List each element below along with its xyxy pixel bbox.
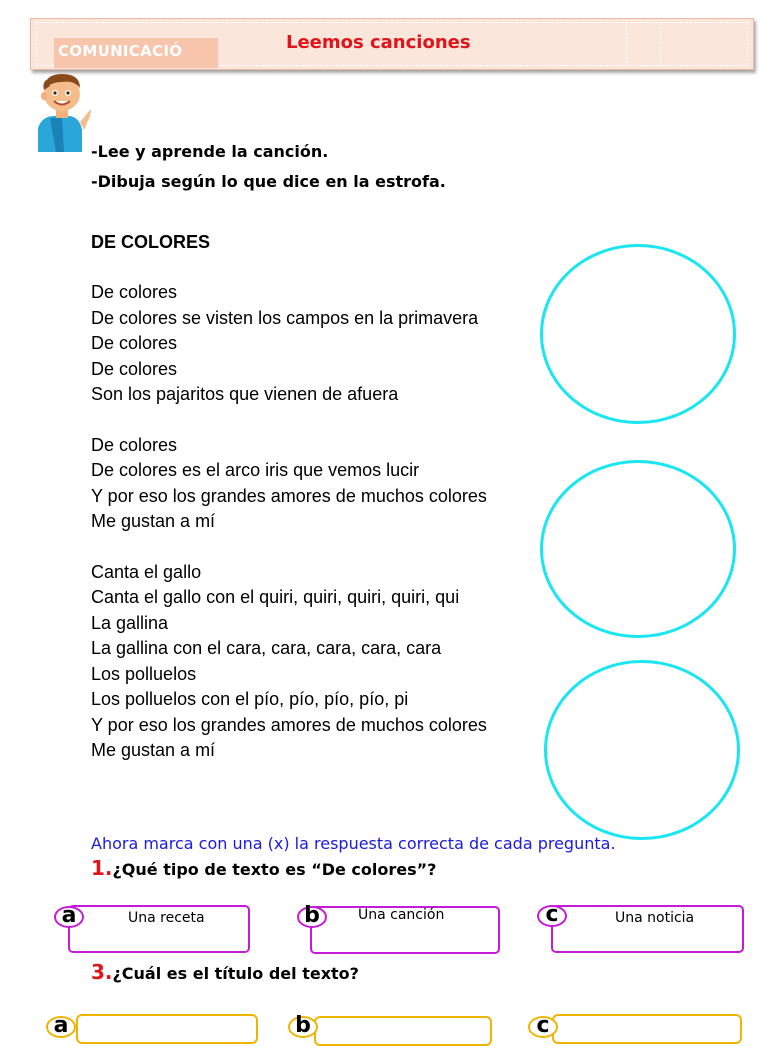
lyric-line: Y por eso los grandes amores de muchos colores: [91, 714, 487, 735]
subject-label: COMUNICACIÓ: [54, 38, 218, 68]
stanza: [91, 560, 487, 764]
lyric-line: Canta el gallo: [91, 561, 202, 582]
option-a-letter[interactable]: a: [54, 906, 84, 928]
drawing-circle-stanza-3[interactable]: [544, 660, 740, 840]
lyric-line: Canta el gallo con el quiri, quiri, quiri, quiri, qui: [91, 587, 460, 607]
song-lyrics: [91, 280, 487, 789]
song-title: DE COLORES: [91, 232, 211, 252]
option-c-letter[interactable]: c: [537, 905, 567, 927]
option-b-letter[interactable]: b: [297, 906, 327, 928]
question-number: 1.: [91, 856, 113, 880]
lyric-line: Los polluelos con el pío, pío, pío, pío, pi: [91, 689, 409, 709]
lyric-line: Y por eso los grandes amores de muchos colores: [91, 485, 487, 506]
instruction-draw: -Dibuja según lo que dice en la estrofa.: [91, 172, 446, 191]
instruction-read: -Lee y aprende la canción.: [91, 142, 329, 161]
question-text: ¿Qué tipo de texto es “De colores”?: [112, 860, 437, 879]
lyric-line: La gallina con el cara, cara, cara, cara, cara: [91, 638, 442, 658]
option-a-text: Una receta: [128, 910, 205, 926]
lyric-line: Son los pajaritos que vienen de afuera: [91, 384, 399, 404]
lyric-line: De colores: [91, 282, 178, 302]
option-a-letter[interactable]: a: [46, 1016, 76, 1038]
question-1: [91, 856, 436, 880]
lyric-line: De colores es el arco iris que vemos lucir: [91, 460, 420, 480]
drawing-circle-stanza-1[interactable]: [540, 244, 736, 424]
option-c-box[interactable]: [552, 1014, 742, 1044]
lyric-line: De colores: [91, 434, 178, 455]
lyric-line: De colores se visten los campos en la primavera: [91, 307, 479, 328]
drawing-circle-stanza-2[interactable]: [540, 460, 736, 638]
page-title: Leemos canciones: [286, 32, 471, 53]
lyric-line: De colores: [91, 333, 178, 353]
option-c-letter[interactable]: c: [528, 1016, 558, 1038]
option-b-text: Una canción: [358, 907, 445, 923]
option-a-box[interactable]: [76, 1014, 258, 1044]
question-number: 3.: [91, 960, 113, 984]
option-c-text: Una noticia: [615, 910, 695, 926]
lyric-line: De colores: [91, 358, 178, 379]
lyric-line: Me gustan a mí: [91, 511, 216, 531]
question-text: ¿Cuál es el título del texto?: [112, 964, 359, 983]
activity-prompt: Ahora marca con una (x) la respuesta correcta de cada pregunta.: [91, 834, 616, 853]
stanza: [91, 280, 487, 408]
question-3: [91, 960, 359, 984]
child-illustration-icon: [36, 70, 92, 152]
header-divider: [626, 22, 627, 64]
option-b-box[interactable]: [314, 1016, 492, 1046]
lyric-line: Los polluelos: [91, 663, 197, 684]
option-b-letter[interactable]: b: [288, 1016, 318, 1038]
stanza: [91, 433, 487, 535]
lyric-line: Me gustan a mí: [91, 740, 216, 760]
lyric-line: La gallina: [91, 612, 169, 633]
header-divider: [660, 22, 661, 64]
